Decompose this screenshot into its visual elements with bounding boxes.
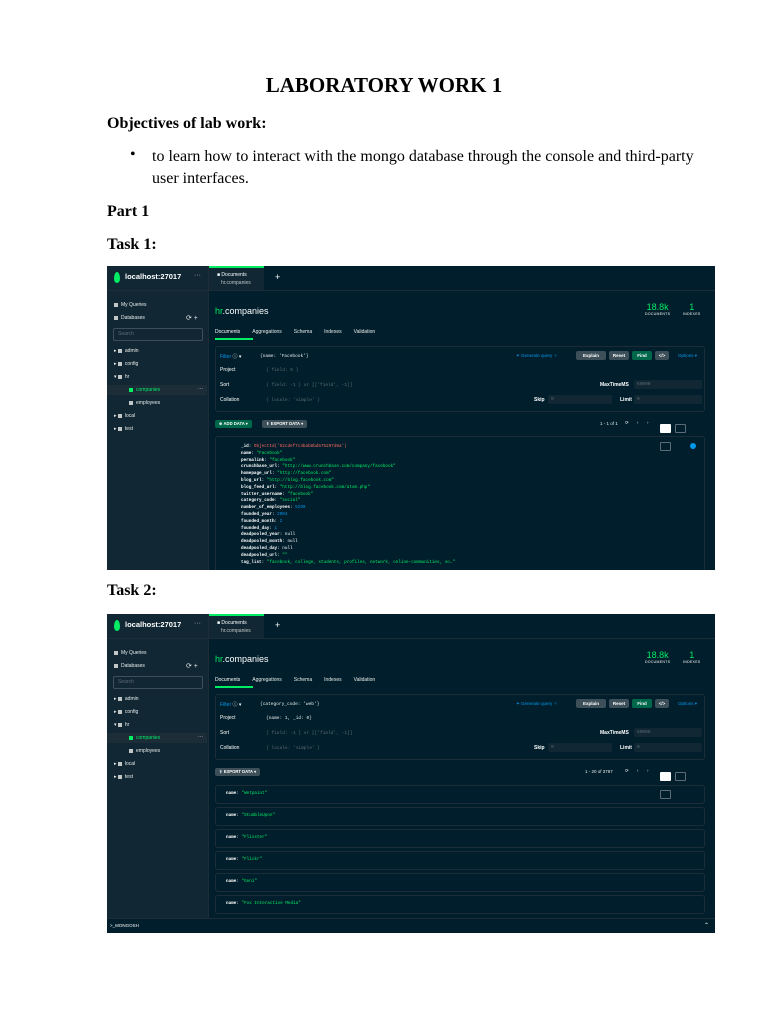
document-card[interactable]: [215, 807, 705, 826]
document-field: name: "Facebook": [241, 450, 283, 456]
find-button[interactable]: Find: [632, 351, 652, 360]
sidebar-item-databases[interactable]: Databases: [114, 315, 145, 321]
field-value: "Facebook": [256, 450, 283, 456]
sidebar-item-local[interactable]: ▸ local: [114, 761, 136, 767]
tab-documents-view[interactable]: Documents: [215, 329, 241, 335]
sidebar: [107, 266, 209, 570]
document-card[interactable]: [215, 851, 705, 870]
field-value: 1: [274, 525, 278, 531]
document-field: number_of_employees: 5299: [241, 505, 306, 511]
document-card[interactable]: [215, 829, 705, 848]
pagination-info: 1 - 20 of 3787: [585, 769, 613, 774]
tab-schema[interactable]: Schema: [293, 329, 313, 335]
view-toggle[interactable]: [660, 420, 704, 428]
page-title: LABORATORY WORK 1: [265, 73, 503, 97]
sidebar-item-test[interactable]: ▸ test: [114, 774, 133, 780]
document-field: name: "Flickr": [226, 857, 263, 862]
field-value: "StumbleUpon": [241, 813, 276, 818]
document-field: name: "Wetpaint": [226, 791, 268, 796]
field-key: deadpooled_year: [241, 532, 280, 538]
queries-icon: [114, 651, 118, 655]
database-icon: [118, 427, 122, 431]
filter-input[interactable]: {category_code: 'web'}: [260, 702, 320, 707]
task2-heading: Task 2:: [107, 582, 157, 599]
field-key: blog_url: [241, 478, 262, 483]
tab-validation[interactable]: Validation: [353, 329, 376, 335]
field-value: 2: [279, 518, 283, 524]
sidebar-item-test[interactable]: ▸ test: [114, 426, 133, 432]
tab-bar: [209, 614, 715, 639]
database-icon: [118, 723, 122, 727]
reset-button[interactable]: Reset: [609, 351, 629, 360]
info-icon: ⓘ: [232, 702, 238, 708]
collection-more-icon[interactable]: ···: [198, 386, 203, 392]
document-field: category_code: "social": [241, 498, 301, 504]
connection-header[interactable]: [107, 614, 208, 639]
collection-title: hr.companies: [215, 306, 269, 316]
export-data-button[interactable]: ⇪ EXPORT DATA ▾: [215, 768, 260, 776]
sort-label: Sort: [220, 730, 230, 736]
sidebar-item-employees[interactable]: employees: [129, 748, 160, 754]
field-value: 2004: [277, 512, 288, 517]
search-input[interactable]: Search: [113, 676, 203, 689]
sidebar-item-local[interactable]: ▸ local: [114, 413, 136, 419]
field-key: name: [241, 450, 252, 456]
folder-icon: [129, 749, 133, 753]
sort-label: Sort: [220, 382, 230, 388]
database-icon: [118, 375, 122, 379]
tab-indexes[interactable]: Indexes: [324, 677, 342, 683]
mongodb-leaf-icon: [114, 272, 120, 283]
task1-heading: Task 1:: [107, 236, 157, 253]
field-value: "facebook": [269, 457, 296, 463]
expand-icon[interactable]: ⌃: [703, 923, 709, 929]
sidebar-item-employees[interactable]: employees: [129, 400, 160, 406]
skip-input[interactable]: 0: [548, 395, 612, 404]
next-page-icon[interactable]: ›: [647, 768, 649, 773]
collection-tabs: [215, 677, 387, 683]
database-icon: [118, 362, 122, 366]
document-field: name: "Fox Interactive Media": [226, 901, 301, 906]
database-icon: [118, 697, 122, 701]
field-key: founded_day: [241, 525, 270, 531]
active-tab-indicator: [215, 686, 253, 688]
field-key: deadpooled_month: [241, 539, 283, 545]
code-icon[interactable]: </>: [655, 699, 669, 708]
field-key: founded_month: [241, 518, 275, 524]
field-key: name: [226, 857, 237, 862]
tab-documents-view[interactable]: Documents: [215, 677, 241, 683]
field-key: tag_list: [241, 559, 262, 565]
indexes-stat: 1 INDEXES: [683, 302, 701, 316]
list-view-icon[interactable]: [660, 772, 671, 781]
new-tab-icon[interactable]: +: [275, 272, 281, 282]
document-field: founded_year: 2004: [241, 512, 288, 517]
tab-indexes[interactable]: Indexes: [324, 329, 342, 335]
refresh-icon[interactable]: ⟳: [625, 420, 629, 425]
field-key: name: [226, 813, 237, 818]
options-toggle[interactable]: Options ▾: [678, 353, 698, 358]
objectives-heading: Objectives of lab work:: [107, 115, 267, 132]
field-key: homepage_url: [241, 471, 272, 477]
document-field: name: "StumbleUpon": [226, 813, 276, 818]
help-icon[interactable]: [690, 443, 696, 449]
database-icon: [118, 762, 122, 766]
json-view-icon[interactable]: [675, 424, 686, 433]
sidebar-item-config[interactable]: ▸ config: [114, 709, 139, 715]
field-value: ObjectId('52cdef7c4bab8bd675297d8a'): [253, 444, 347, 449]
collection-title: hr.companies: [215, 654, 269, 664]
sort-input[interactable]: { field: -1 } or [['field', -1]]: [266, 383, 353, 388]
maxtime-input[interactable]: 60000: [634, 380, 702, 389]
field-key: name: [226, 791, 237, 796]
field-value: "http://facebook.com": [277, 471, 332, 477]
document-field: tag_list: "facebook, college, students, profiles, network, online-communities, so…": [241, 559, 456, 565]
host-label: localhost:27017: [125, 620, 182, 629]
document-field: name: "Flixster": [226, 835, 268, 840]
active-tab-indicator: [215, 338, 253, 340]
mongosh-bar[interactable]: >_MONGOSH ⌃: [107, 918, 715, 933]
sidebar-item-my-queries[interactable]: My Queries: [114, 650, 147, 656]
maxtime-label: MaxTimeMS: [600, 730, 629, 736]
tab-documents[interactable]: [209, 266, 264, 290]
document-field: deadpooled_url: "": [241, 552, 288, 558]
explain-button[interactable]: Explain: [576, 699, 606, 708]
more-icon[interactable]: ···: [194, 272, 201, 279]
tab-validation[interactable]: Validation: [353, 677, 376, 683]
database-icon: [114, 316, 118, 320]
maxtime-label: MaxTimeMS: [600, 382, 629, 388]
tab-title: ■ Documents: [217, 272, 247, 278]
field-value: "facebook, college, students, profiles, network, online-communities, so…": [266, 559, 456, 565]
sidebar-item-my-queries[interactable]: My Queries: [114, 302, 147, 308]
collation-label: Collation: [220, 397, 240, 403]
limit-input[interactable]: 0: [634, 743, 702, 752]
database-icon: [118, 349, 122, 353]
field-value: "facebook": [287, 491, 314, 497]
document-field: founded_day: 1: [241, 525, 278, 531]
collection-more-icon[interactable]: ···: [198, 734, 203, 740]
project-input[interactable]: {name: 1, _id: 0}: [266, 716, 312, 721]
pagination-info: 1 - 1 of 1: [600, 421, 618, 426]
field-value: "http://www.crunchbase.com/company/facebook": [282, 464, 396, 470]
list-view-icon[interactable]: [660, 424, 671, 433]
query-bar: [215, 346, 705, 412]
folder-icon: [129, 388, 133, 392]
database-icon: [118, 775, 122, 779]
next-page-icon[interactable]: ›: [647, 420, 649, 425]
field-value: null: [284, 532, 296, 538]
field-value: "http://blog.facebook.com": [266, 478, 334, 483]
sidebar-item-databases[interactable]: Databases: [114, 663, 145, 669]
documents-stat: 18.8k DOCUMENTS: [645, 302, 671, 316]
bullet-dot: •: [130, 146, 136, 163]
database-icon: [118, 414, 122, 418]
document-field: name: "Geni": [226, 879, 257, 884]
document-field: founded_month: 2: [241, 518, 283, 524]
document-field: blog_url: "http://blog.facebook.com": [241, 478, 334, 483]
refresh-icon[interactable]: ⟳ +: [186, 315, 198, 322]
mongodb-leaf-icon: [114, 620, 120, 631]
options-toggle[interactable]: Options ▾: [678, 701, 698, 706]
documents-stat: 18.8k DOCUMENTS: [645, 650, 671, 664]
find-button[interactable]: Find: [632, 699, 652, 708]
filter-input[interactable]: {name: 'Facebook'}: [260, 354, 309, 359]
document-field: blog_feed_url: "http://blog.facebook.com/atom.php": [241, 484, 370, 490]
document-field: permalink: "facebook": [241, 457, 296, 463]
project-label: Project: [220, 367, 236, 373]
field-key: crunchbase_url: [241, 464, 278, 470]
code-icon[interactable]: </>: [655, 351, 669, 360]
refresh-icon[interactable]: ⟳ +: [186, 663, 198, 670]
queries-icon: [114, 303, 118, 307]
document-field: twitter_username: "facebook": [241, 491, 314, 497]
maxtime-input[interactable]: 60000: [634, 728, 702, 737]
project-label: Project: [220, 715, 236, 721]
json-view-icon[interactable]: [675, 772, 686, 781]
document-field: _id: ObjectId('52cdef7c4bab8bd675297d8a'): [241, 444, 347, 449]
new-tab-icon[interactable]: +: [275, 620, 281, 630]
field-value: "Flixster": [241, 835, 268, 840]
limit-label: Limit: [620, 397, 632, 403]
document-card[interactable]: [215, 873, 705, 892]
skip-label: Skip: [534, 397, 545, 403]
database-icon: [114, 664, 118, 668]
tab-aggregations[interactable]: Aggregations: [252, 677, 282, 683]
field-value: "Fox Interactive Media": [241, 901, 301, 906]
search-input[interactable]: Search: [113, 328, 203, 341]
filter-label: Filter ⓘ ▾: [220, 702, 242, 708]
part-heading: Part 1: [107, 203, 150, 220]
connection-header[interactable]: [107, 266, 208, 291]
limit-label: Limit: [620, 745, 632, 751]
limit-input[interactable]: 0: [634, 395, 702, 404]
field-value: "social": [279, 498, 301, 504]
field-value: "Wetpaint": [241, 791, 268, 796]
database-icon: [118, 710, 122, 714]
prev-page-icon[interactable]: ‹: [637, 768, 639, 773]
collation-input[interactable]: { locale: 'simple' }: [266, 398, 321, 403]
field-key: deadpooled_url: [241, 552, 278, 558]
explain-button[interactable]: Explain: [576, 351, 606, 360]
compass-screenshot-task1: [107, 266, 715, 570]
compass-screenshot-task2: [107, 614, 715, 933]
field-value: 5299: [295, 505, 306, 511]
document-field: deadpooled_year: null: [241, 532, 296, 538]
indexes-stat: 1 INDEXES: [683, 650, 701, 664]
field-key: founded_year: [241, 512, 272, 517]
filter-label: Filter ⓘ ▾: [220, 354, 242, 360]
document-field: deadpooled_month: null: [241, 539, 298, 545]
objective-text: to learn how to interact with the mongo database through the console and third-party user interfaces.: [152, 148, 694, 187]
document-field: deadpooled_day: null: [241, 546, 293, 551]
generate-query-link[interactable]: ✦ Generate query ✧: [516, 701, 558, 706]
sidebar-item-admin[interactable]: ▸ admin: [114, 348, 139, 354]
project-input[interactable]: { field: 0 }: [266, 368, 299, 373]
tab-namespace: hr.companies: [221, 628, 251, 634]
sidebar-item-companies[interactable]: companies: [129, 387, 160, 393]
more-icon[interactable]: ···: [194, 620, 201, 627]
reset-button[interactable]: Reset: [609, 699, 629, 708]
sidebar-item-companies[interactable]: companies: [129, 735, 160, 741]
sidebar: [107, 614, 209, 933]
sidebar-item-hr[interactable]: ▾ hr: [114, 722, 130, 728]
view-toggle[interactable]: [660, 768, 704, 776]
add-data-button[interactable]: ⊕ ADD DATA ▾: [215, 420, 252, 428]
field-key: name: [226, 901, 237, 906]
field-key: category_code: [241, 498, 275, 504]
tab-documents[interactable]: [209, 614, 264, 638]
field-key: name: [226, 835, 237, 840]
field-value: null: [287, 539, 298, 545]
skip-label: Skip: [534, 745, 545, 751]
collection-tabs: [215, 329, 387, 335]
tab-aggregations[interactable]: Aggregations: [252, 329, 282, 335]
tab-bar: [209, 266, 715, 291]
folder-icon: [129, 401, 133, 405]
prev-page-icon[interactable]: ‹: [637, 420, 639, 425]
collation-input[interactable]: { locale: 'simple' }: [266, 746, 321, 751]
sidebar-item-admin[interactable]: ▸ admin: [114, 696, 139, 702]
field-value: "Geni": [241, 879, 257, 884]
sidebar-item-config[interactable]: ▸ config: [114, 361, 139, 367]
collation-label: Collation: [220, 745, 240, 751]
field-key: twitter_username: [241, 491, 283, 497]
sidebar-item-hr[interactable]: ▾ hr: [114, 374, 130, 380]
tab-namespace: hr.companies: [221, 280, 251, 286]
field-key: deadpooled_day: [241, 546, 278, 551]
refresh-icon[interactable]: ⟳: [625, 768, 629, 773]
field-key: number_of_employees: [241, 505, 290, 511]
field-value: "": [282, 552, 288, 558]
field-value: "http://blog.facebook.com/atom.php": [279, 484, 370, 490]
document-field: homepage_url: "http://facebook.com": [241, 471, 332, 477]
sort-input[interactable]: { field: -1 } or [['field', -1]]: [266, 731, 353, 736]
field-key: blog_feed_url: [241, 484, 275, 490]
field-value: "Flickr": [241, 857, 263, 862]
field-key: permalink: [241, 457, 265, 463]
host-label: localhost:27017: [125, 272, 182, 281]
field-value: null: [282, 546, 293, 551]
tab-title: ■ Documents: [217, 620, 247, 626]
export-data-button[interactable]: ⇪ EXPORT DATA ▾: [262, 420, 307, 428]
document-card[interactable]: [215, 895, 705, 914]
field-key: name: [226, 879, 237, 884]
query-bar: [215, 694, 705, 760]
skip-input[interactable]: 0: [548, 743, 612, 752]
document-card[interactable]: [215, 785, 705, 804]
info-icon: ⓘ: [232, 354, 238, 360]
field-key: _id: [241, 444, 249, 449]
folder-icon: [129, 736, 133, 740]
tab-schema[interactable]: Schema: [293, 677, 313, 683]
document-field: crunchbase_url: "http://www.crunchbase.com/company/facebook": [241, 464, 396, 470]
generate-query-link[interactable]: ✦ Generate query ✧: [516, 353, 558, 358]
